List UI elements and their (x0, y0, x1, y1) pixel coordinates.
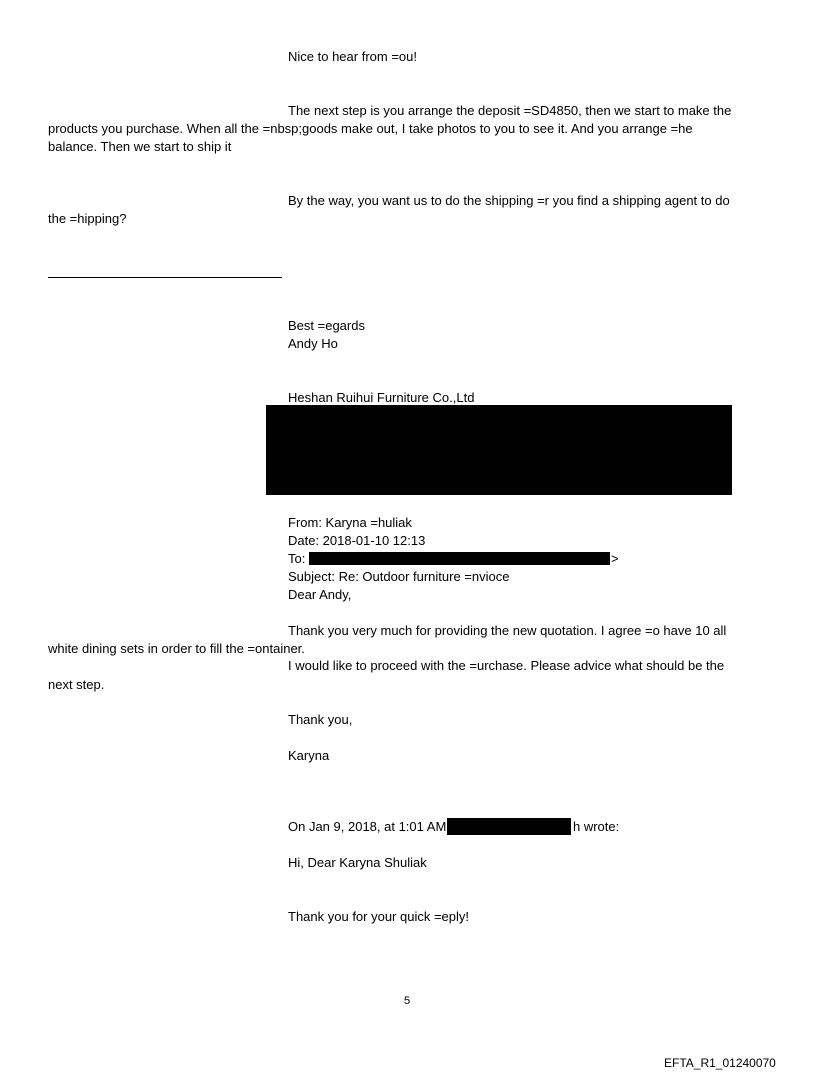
body-line: I would like to proceed with the =urchase. Please advice what should be the (288, 658, 725, 673)
signature-closing: Best =egards (288, 318, 365, 333)
page-number: 5 (404, 995, 411, 1007)
quote-intro: On Jan 9, 2018, at 1:01 AM (288, 819, 447, 834)
quote-intro-tail: h wrote: (573, 819, 620, 834)
text-line: the =hipping? (48, 211, 127, 226)
header-date: Date: 2018-01-10 12:13 (288, 533, 426, 548)
thanks: Thank you, (288, 712, 353, 727)
header-subject: Subject: Re: Outdoor furniture =nvioce (288, 569, 510, 584)
quote-text: Thank you for your quick =eply! (288, 909, 470, 924)
text-line: products you purchase. When all the =nbsp;goods make out, I take photos to you to see it. And you arrange =he (48, 121, 693, 136)
separator-rule (48, 277, 282, 278)
signature-company: Heshan Ruihui Furniture Co.,Ltd (288, 390, 475, 405)
greeting: Dear Andy, (288, 587, 352, 602)
header-from: From: Karyna =huliak (288, 515, 412, 530)
redaction-email (447, 818, 571, 835)
text-line: balance. Then we start to ship it (48, 139, 232, 154)
text-line: The next step is you arrange the deposit =SD4850, then we start to make the (288, 103, 732, 118)
redaction-to (309, 552, 610, 565)
bates-number: EFTA_R1_01240070 (664, 1056, 776, 1070)
header-to-label: To: (288, 551, 306, 566)
sender: Karyna (288, 748, 330, 763)
body-line: next step. (48, 677, 105, 692)
redaction-block (266, 405, 732, 495)
body-line: white dining sets in order to fill the =ontainer. (48, 641, 305, 656)
body-line: Thank you very much for providing the new quotation. I agree =o have 10 all (288, 623, 727, 638)
quote-greeting: Hi, Dear Karyna Shuliak (288, 855, 427, 870)
signature-name: Andy Ho (288, 336, 338, 351)
text-line: Nice to hear from =ou! (288, 49, 417, 64)
text-line: By the way, you want us to do the shipping =r you find a shipping agent to do (288, 193, 730, 208)
header-to-tail: > (611, 551, 619, 566)
